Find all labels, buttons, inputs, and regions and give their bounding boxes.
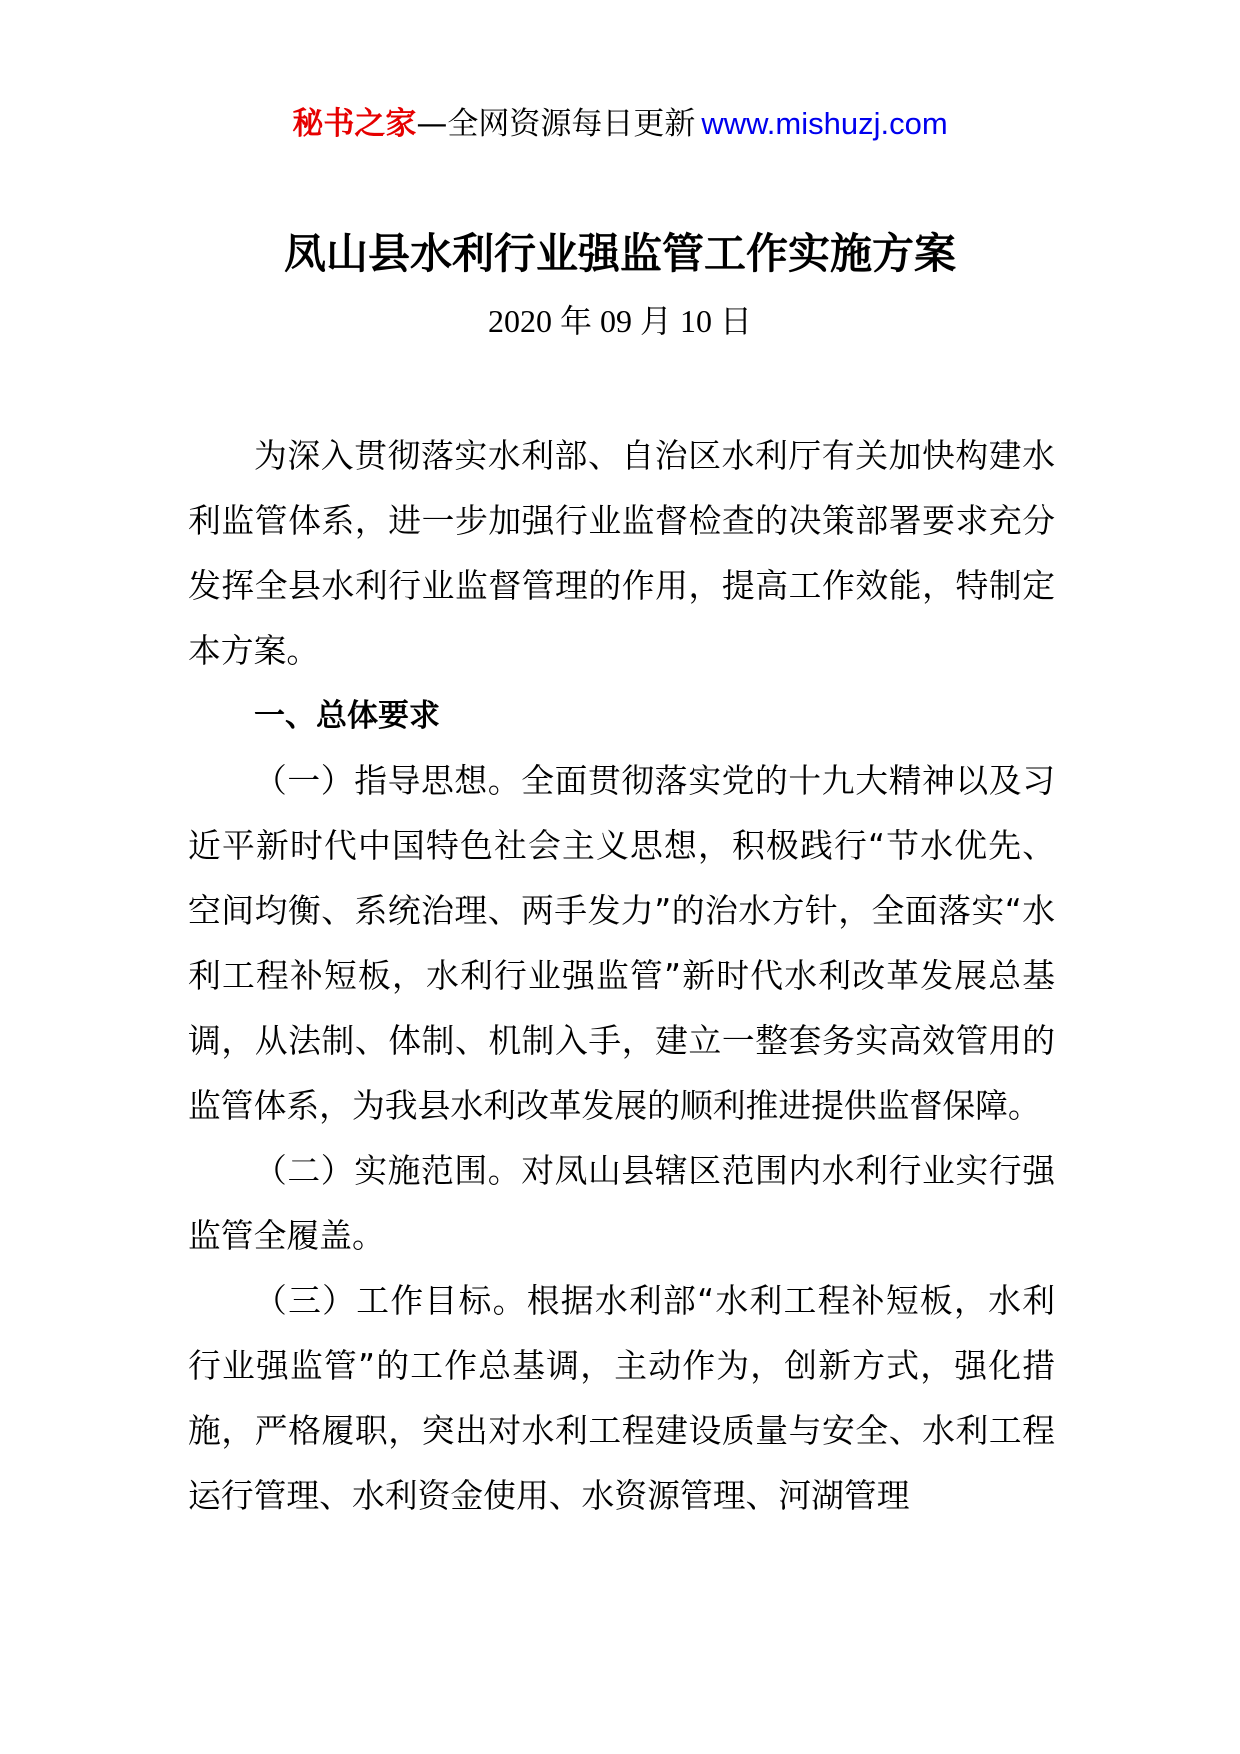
paragraph-scope: （二）实施范围。对凤山县辖区范围内水利行业实行强监管全履盖。	[188, 1152, 1055, 1255]
paragraph-guiding-ideology: （一）指导思想。全面贯彻落实党的十九大精神以及习近平新时代中国特色社会主义思想，积极践行“节水优先、空间均衡、系统治理、两手发力”的治水方针，全面落实“水利工程补短板，水利行业强监管”新时代水利改革发展总基调，从法制、体制、机制入手，建立一整套务实高效管用的监管体系，为我县水利改革发展的顺利推进提供监督保障。	[188, 762, 1055, 1125]
site-header	[0, 104, 1240, 144]
intro-paragraph: 为深入贯彻落实水利部、自治区水利厅有关加快构建水利监管体系，进一步加强行业监督检查的决策部署要求充分发挥全县水利行业监督管理的作用，提高工作效能，特制定本方案。	[188, 437, 1055, 670]
brand-name: 秘书之家	[292, 106, 417, 142]
document-title: 凤山县水利行业强监管工作实施方案	[283, 229, 956, 278]
section-heading: 一、总体要求	[254, 698, 440, 734]
document-date: 2020 年 09 月 10 日	[487, 303, 752, 339]
header-tagline: —全网资源每日更新	[416, 106, 696, 142]
site-url-link[interactable]: www.mishuzj.com	[701, 106, 948, 141]
document-body	[188, 424, 1055, 1529]
paragraph-objectives: （三）工作目标。根据水利部“水利工程补短板，水利行业强监管”的工作总基调，主动作为，创新方式，强化措施，严格履职，突出对水利工程建设质量与安全、水利工程运行管理、水利资金使用、水资源管理、河湖管理	[188, 1282, 1055, 1515]
